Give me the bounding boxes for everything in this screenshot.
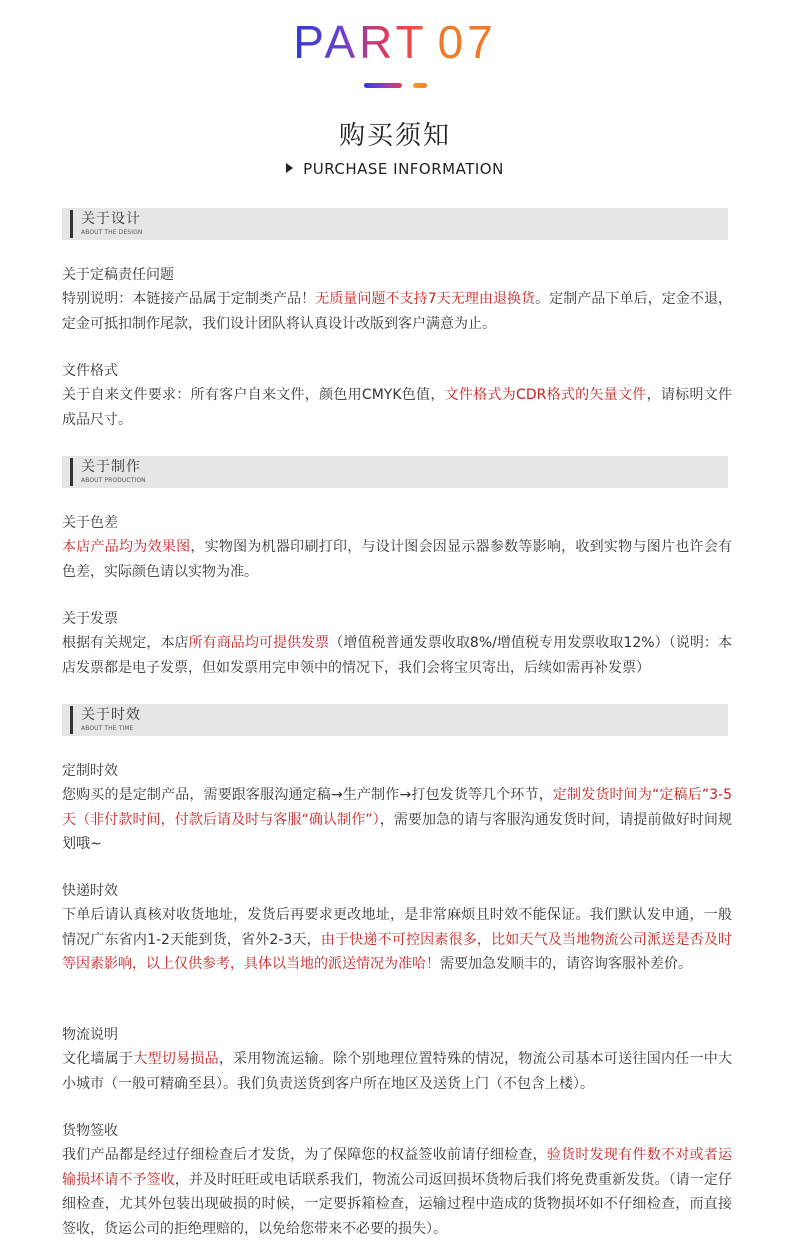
block-title: 关于定稿责任问题 (62, 267, 174, 283)
info-block-logistics (62, 1023, 732, 1096)
highlight-text: 由于快递不可控因素很多，比如天气及当地物流公司派送是否及时等因素影响，以上仅供参考，具体以当地的派送情况为准哈！ (62, 931, 733, 972)
text-run: 特别说明：本链接产品属于定制类产品！ (62, 291, 316, 307)
text-run: （增值税普通发票收取8%/增值税专用发票收取12%）（说明：本店发票都是电子发票，但如发票用完申领中的情况下，我们会将宝贝寄出，后续如需再补发票） (62, 635, 732, 676)
part-heading (0, 14, 790, 70)
decor-line-orange (413, 83, 427, 88)
section-title: 关于设计 (81, 211, 141, 227)
text-run: 根据有关规定，本店 (62, 635, 189, 651)
section-title: 关于制作 (81, 459, 141, 475)
highlight-text: 文件格式为CDR格式的矢量文件 (444, 387, 647, 403)
decor-line-gradient (364, 83, 402, 88)
part-number: 07 (437, 16, 497, 68)
page-subtitle (0, 158, 790, 180)
part-word: PART (293, 16, 428, 68)
info-block-color (62, 511, 732, 584)
block-text (62, 383, 732, 432)
block-text (62, 287, 732, 336)
text-run: 您购买的是定制产品，需要跟客服沟通定稿→生产制作→打包发货等几个环节， (62, 787, 553, 803)
section-subtitle: ABOUT PRODUCTION (81, 477, 146, 484)
section-header-time (62, 704, 728, 736)
block-text (62, 1143, 732, 1241)
text-run: 我们产品都是经过仔细检查后才发货，为了保障您的权益签收前请仔细检查， (62, 1147, 547, 1163)
block-title: 定制时效 (62, 763, 118, 779)
info-block-draft (62, 263, 732, 336)
info-block-format (62, 359, 732, 432)
text-run: 文化墙属于 (62, 1051, 134, 1067)
text-run: ，请标明文件成品尺寸。 (62, 387, 733, 428)
text-run: 。定制产品下单后，定金不退，定金可抵扣制作尾款，我们设计团队将认真设计改版到客户满意为止。 (62, 291, 733, 332)
block-text (62, 783, 732, 857)
block-title: 文件格式 (62, 363, 118, 379)
block-text (62, 903, 732, 977)
text-run: 关于自来文件要求：所有客户自来文件，颜色用CMYK色值， (62, 387, 445, 403)
block-title: 货物签收 (62, 1123, 118, 1139)
info-block-custom-time (62, 759, 732, 857)
section-subtitle: ABOUT THE DESIGN (81, 229, 143, 236)
info-block-express (62, 879, 732, 977)
block-text (62, 631, 732, 680)
info-block-invoice (62, 607, 732, 680)
highlight-text: 定制发货时间为“定稿后”3-5天（非付款时间，付款后请及时与客服“确认制作”） (62, 787, 732, 828)
section-subtitle: ABOUT THE TIME (81, 725, 134, 732)
text-run: 下单后请认真核对收货地址，发货后再要求更改地址，是非常麻烦且时效不能保证。我们默认发申通，一般情况广东省内1-2天能到货，省外2-3天， (62, 907, 732, 948)
block-title: 快递时效 (62, 883, 118, 899)
section-header-design (62, 208, 728, 240)
page-title: 购买须知 (338, 121, 451, 151)
text-run: ，采用物流运输。除个别地理位置特殊的情况，物流公司基本可送往国内任一中大小城市（一般可精确至县）。我们负责送货到客户所在地区及送货上门（不包含上楼）。 (62, 1051, 733, 1092)
section-title: 关于时效 (81, 707, 141, 723)
text-run: 需要加急发顺丰的，请咨询客服补差价。 (440, 956, 692, 972)
highlight-text: 本店产品均为效果图 (62, 539, 191, 555)
section-accent-bar (70, 706, 73, 734)
block-text (62, 535, 732, 584)
highlight-text: 大型切易损品 (133, 1051, 219, 1067)
text-run: ，实物图为机器印刷打印，与设计图会因显示器参数等影响，收到实物与图片也许会有色差，实际颜色请以实物为准。 (62, 539, 733, 580)
section-header-production (62, 456, 728, 488)
page-subtitle-text: PURCHASE INFORMATION (303, 160, 504, 178)
block-title: 关于发票 (62, 611, 118, 627)
highlight-text: 所有商品均可提供发票 (188, 635, 330, 651)
info-block-receipt (62, 1119, 732, 1241)
highlight-text: 验货时发现有件数不对或者运输损坏请不予签收 (62, 1147, 733, 1188)
section-accent-bar (70, 458, 73, 486)
section-accent-bar (70, 210, 73, 238)
block-text (62, 1047, 732, 1096)
text-run: ，需要加急的请与客服沟通发货时间，请提前做好时间规划哦~ (62, 811, 732, 852)
block-title: 关于色差 (62, 515, 118, 531)
highlight-text: 无质量问题不支持7天无理由退换货 (315, 291, 536, 307)
block-title: 物流说明 (62, 1027, 118, 1043)
text-run: ，并及时旺旺或电话联系我们，物流公司返回损坏货物后我们将免费重新发货。（请一定仔细检查，尤其外包装出现破损的时候，一定要拆箱检查，运输过程中造成的货物损坏如不仔细检查，而直接签收，货运公司的拒绝理赔的，以免给您带来不必要的损失）。 (62, 1171, 733, 1237)
play-triangle-icon (286, 163, 293, 173)
